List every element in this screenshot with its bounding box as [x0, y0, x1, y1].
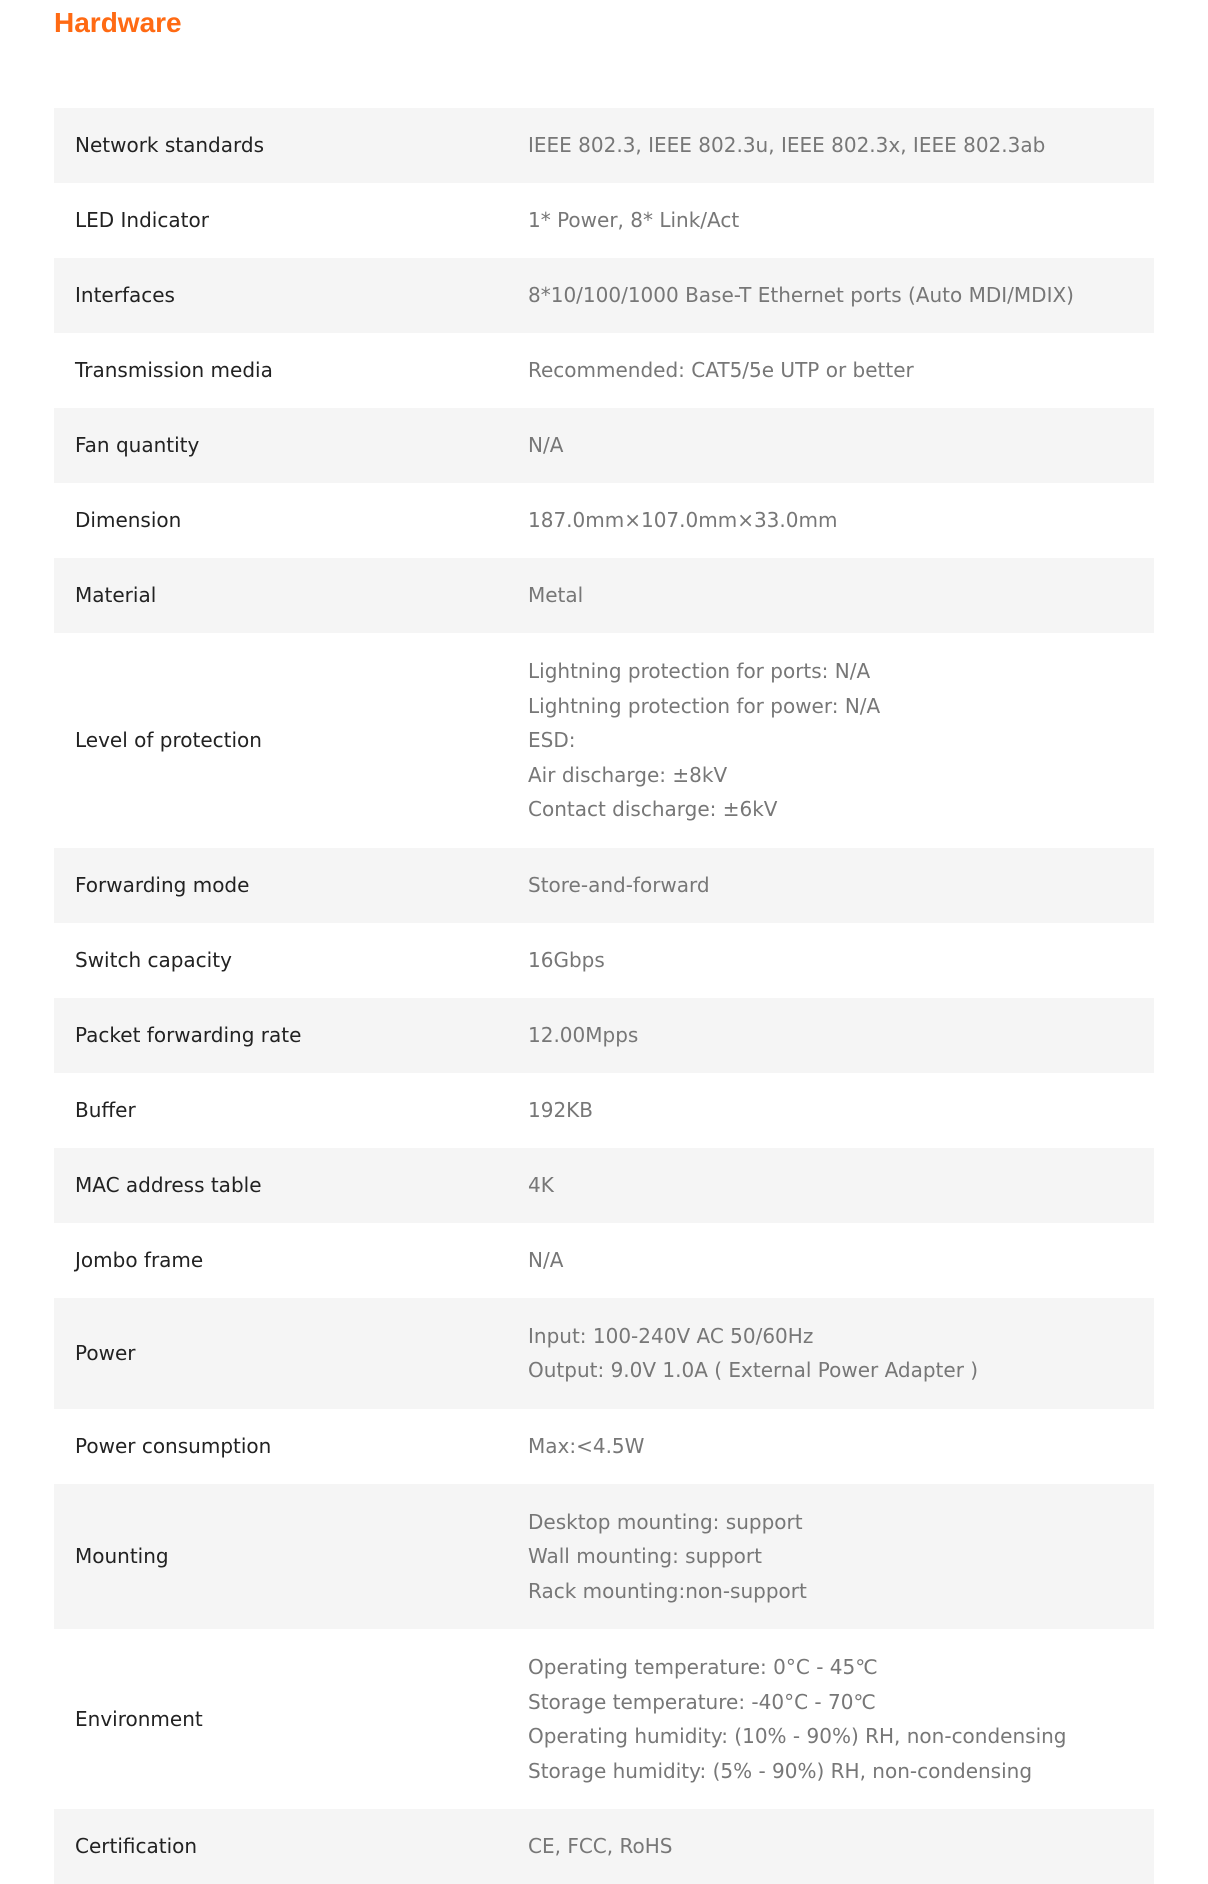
spec-value-line: 1* Power, 8* Link/Act	[528, 208, 740, 232]
spec-row	[54, 923, 1154, 998]
spec-value-line: 8*10/100/1000 Base-T Ethernet ports (Auto MDI/MDIX)	[528, 283, 1074, 307]
spec-row	[54, 1223, 1154, 1298]
spec-label: Fan quantity	[75, 433, 200, 457]
spec-value	[528, 948, 1154, 973]
spec-label: Buffer	[75, 1097, 136, 1122]
spec-label: Interfaces	[75, 283, 175, 307]
spec-value-line: Lightning protection for power: N/A	[528, 693, 881, 718]
spec-value-line: Lightning protection for ports: N/A	[528, 659, 871, 683]
spec-value-line: N/A	[528, 433, 564, 457]
spec-value-line: ESD:	[528, 728, 576, 752]
spec-value-line: 12.00Mpps	[528, 1022, 639, 1047]
spec-row	[54, 1484, 1154, 1630]
spec-value	[528, 1248, 1154, 1273]
spec-label: Certification	[75, 1834, 198, 1858]
spec-label: Packet forwarding rate	[75, 1022, 302, 1047]
spec-table	[54, 108, 1154, 1884]
spec-row	[54, 408, 1154, 483]
spec-value-line: CE, FCC, RoHS	[528, 1834, 673, 1858]
spec-value-line: Metal	[528, 583, 584, 607]
spec-row	[54, 1298, 1154, 1409]
spec-row	[54, 633, 1154, 848]
spec-value-line: N/A	[528, 1247, 564, 1272]
spec-label: Power consumption	[75, 1433, 272, 1458]
spec-value	[528, 358, 1154, 383]
spec-label: MAC address table	[75, 1172, 262, 1197]
spec-row	[54, 1629, 1154, 1809]
spec-value	[528, 208, 1154, 233]
spec-label: Environment	[75, 1706, 203, 1731]
section-title: Hardware	[54, 7, 182, 38]
spec-value-line: 16Gbps	[528, 947, 605, 972]
spec-row	[54, 848, 1154, 923]
spec-value-line: 192KB	[528, 1097, 594, 1122]
spec-value-line: Operating temperature: 0°C - 45℃	[528, 1655, 878, 1679]
spec-row	[54, 183, 1154, 258]
spec-value	[528, 1098, 1154, 1123]
spec-label: LED Indicator	[75, 208, 209, 232]
spec-value	[528, 283, 1154, 308]
spec-value-line: Operating humidity: (10% - 90%) RH, non-condensing	[528, 1724, 1067, 1748]
spec-row	[54, 1809, 1154, 1884]
spec-value-line: IEEE 802.3, IEEE 802.3u, IEEE 802.3x, IEEE 802.3ab	[528, 133, 1046, 157]
spec-value-line: Storage humidity: (5% - 90%) RH, non-condensing	[528, 1758, 1033, 1783]
spec-value	[528, 433, 1154, 458]
spec-value-line: Desktop mounting: support	[528, 1509, 803, 1534]
spec-value	[528, 1650, 1154, 1788]
spec-row	[54, 998, 1154, 1073]
spec-value-line: 187.0mm×107.0mm×33.0mm	[528, 508, 838, 532]
spec-value	[528, 1434, 1154, 1459]
spec-row	[54, 108, 1154, 183]
spec-label: Forwarding mode	[75, 872, 250, 897]
spec-value-line: Output: 9.0V 1.0A ( External Power Adapter )	[528, 1358, 979, 1382]
spec-value-line: Air discharge: ±8kV	[528, 762, 728, 787]
spec-value	[528, 508, 1154, 533]
spec-label: Material	[75, 583, 157, 607]
spec-label: Mounting	[75, 1543, 169, 1568]
spec-label: Level of protection	[75, 727, 262, 752]
spec-value-line: Rack mounting:non-support	[528, 1578, 807, 1603]
spec-value	[528, 133, 1154, 158]
spec-row	[54, 333, 1154, 408]
spec-value-line: Wall mounting: support	[528, 1544, 762, 1568]
spec-row	[54, 483, 1154, 558]
spec-row	[54, 1073, 1154, 1148]
spec-value-line: Store-and-forward	[528, 872, 710, 897]
spec-value-line: Contact discharge: ±6kV	[528, 797, 778, 821]
spec-value-line: 4K	[528, 1172, 554, 1197]
spec-value	[528, 1023, 1154, 1048]
spec-label: Power	[75, 1340, 136, 1365]
spec-value-line: Max:<4.5W	[528, 1433, 645, 1458]
spec-value	[528, 873, 1154, 898]
spec-row	[54, 1148, 1154, 1223]
spec-label: Dimension	[75, 508, 182, 532]
spec-value	[528, 1834, 1154, 1859]
spec-value	[528, 654, 1154, 827]
spec-label: Network standards	[75, 133, 264, 157]
spec-row	[54, 558, 1154, 633]
spec-value	[528, 1319, 1154, 1388]
spec-label: Transmission media	[75, 358, 273, 382]
spec-row	[54, 1409, 1154, 1484]
spec-label: Jombo frame	[75, 1247, 204, 1272]
spec-value	[528, 1505, 1154, 1609]
spec-value-line: Recommended: CAT5/5e UTP or better	[528, 358, 914, 382]
spec-value	[528, 583, 1154, 608]
spec-value-line: Storage temperature: -40°C - 70℃	[528, 1689, 876, 1714]
spec-row	[54, 258, 1154, 333]
spec-label: Switch capacity	[75, 947, 232, 972]
spec-value	[528, 1173, 1154, 1198]
spec-value-line: Input: 100-240V AC 50/60Hz	[528, 1323, 814, 1348]
